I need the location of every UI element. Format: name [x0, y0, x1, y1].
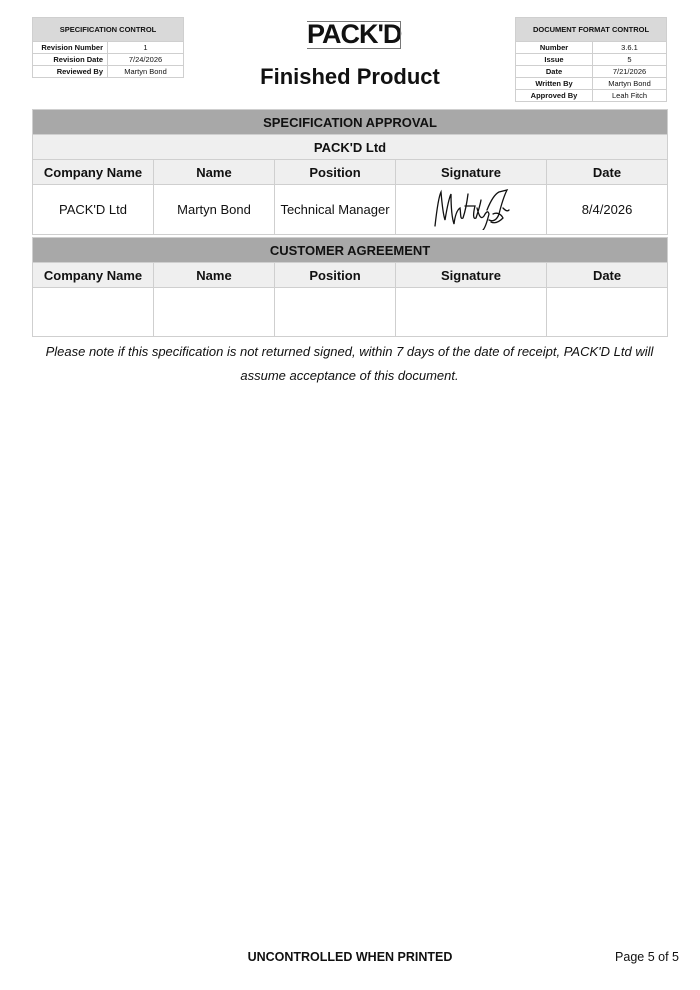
company-heading: PACK'D Ltd — [33, 135, 668, 160]
page-number: Page 5 of 5 — [615, 950, 679, 964]
section-header: SPECIFICATION APPROVAL — [33, 110, 668, 135]
column-header: Position — [275, 263, 396, 288]
issue-value: 5 — [593, 54, 667, 66]
number-value: 3.6.1 — [593, 42, 667, 54]
column-header: Signature — [396, 263, 547, 288]
table-row — [33, 288, 668, 337]
position-cell: Technical Manager — [275, 185, 396, 235]
revision-date-label: Revision Date — [33, 54, 108, 66]
signature-cell — [396, 185, 547, 235]
company-logo — [307, 19, 401, 49]
name-cell — [154, 288, 275, 337]
position-cell — [275, 288, 396, 337]
uncontrolled-notice: UNCONTROLLED WHEN PRINTED — [247, 950, 453, 964]
issue-label: Issue — [516, 54, 593, 66]
column-header: Name — [154, 263, 275, 288]
column-header: Name — [154, 160, 275, 185]
section-header: CUSTOMER AGREEMENT — [33, 238, 668, 263]
company-name-cell: PACK'D Ltd — [33, 185, 154, 235]
date-cell — [547, 288, 668, 337]
number-label: Number — [516, 42, 593, 54]
document-format-control-table — [515, 17, 667, 102]
customer-agreement-table — [32, 237, 668, 337]
revision-number-value: 1 — [108, 42, 184, 54]
page-title: Finished Product — [260, 64, 440, 89]
name-cell: Martyn Bond — [154, 185, 275, 235]
date-value: 7/21/2026 — [593, 66, 667, 78]
company-name-cell — [33, 288, 154, 337]
column-header: Signature — [396, 160, 547, 185]
table-row — [516, 42, 667, 54]
doc-control-title: DOCUMENT FORMAT CONTROL — [516, 18, 667, 42]
table-row — [516, 66, 667, 78]
specification-approval-table — [32, 109, 668, 235]
handwritten-signature — [429, 186, 513, 230]
column-header: Position — [275, 160, 396, 185]
table-row — [33, 42, 184, 54]
date-label: Date — [516, 66, 593, 78]
table-row — [516, 78, 667, 90]
reviewed-by-value: Martyn Bond — [108, 66, 184, 78]
table-header-row — [33, 263, 668, 288]
table-header-row — [33, 160, 668, 185]
column-header: Company Name — [33, 160, 154, 185]
table-row — [33, 185, 668, 235]
table-row — [516, 90, 667, 102]
approved-by-value: Leah Fitch — [593, 90, 667, 102]
acceptance-note: Please note if this specification is not returned signed, within 7 days of the date of receipt, PACK'D Ltd will assume acceptance of this document. — [45, 344, 654, 383]
spec-control-title: SPECIFICATION CONTROL — [33, 18, 184, 42]
signature-cell — [396, 288, 547, 337]
approved-by-label: Approved By — [516, 90, 593, 102]
table-row — [516, 54, 667, 66]
written-by-value: Martyn Bond — [593, 78, 667, 90]
column-header: Date — [547, 263, 668, 288]
revision-date-value: 7/24/2026 — [108, 54, 184, 66]
revision-number-label: Revision Number — [33, 42, 108, 54]
column-header: Company Name — [33, 263, 154, 288]
reviewed-by-label: Reviewed By — [33, 66, 108, 78]
column-header: Date — [547, 160, 668, 185]
logo-text: PACK'D — [307, 19, 402, 49]
written-by-label: Written By — [516, 78, 593, 90]
date-cell: 8/4/2026 — [547, 185, 668, 235]
